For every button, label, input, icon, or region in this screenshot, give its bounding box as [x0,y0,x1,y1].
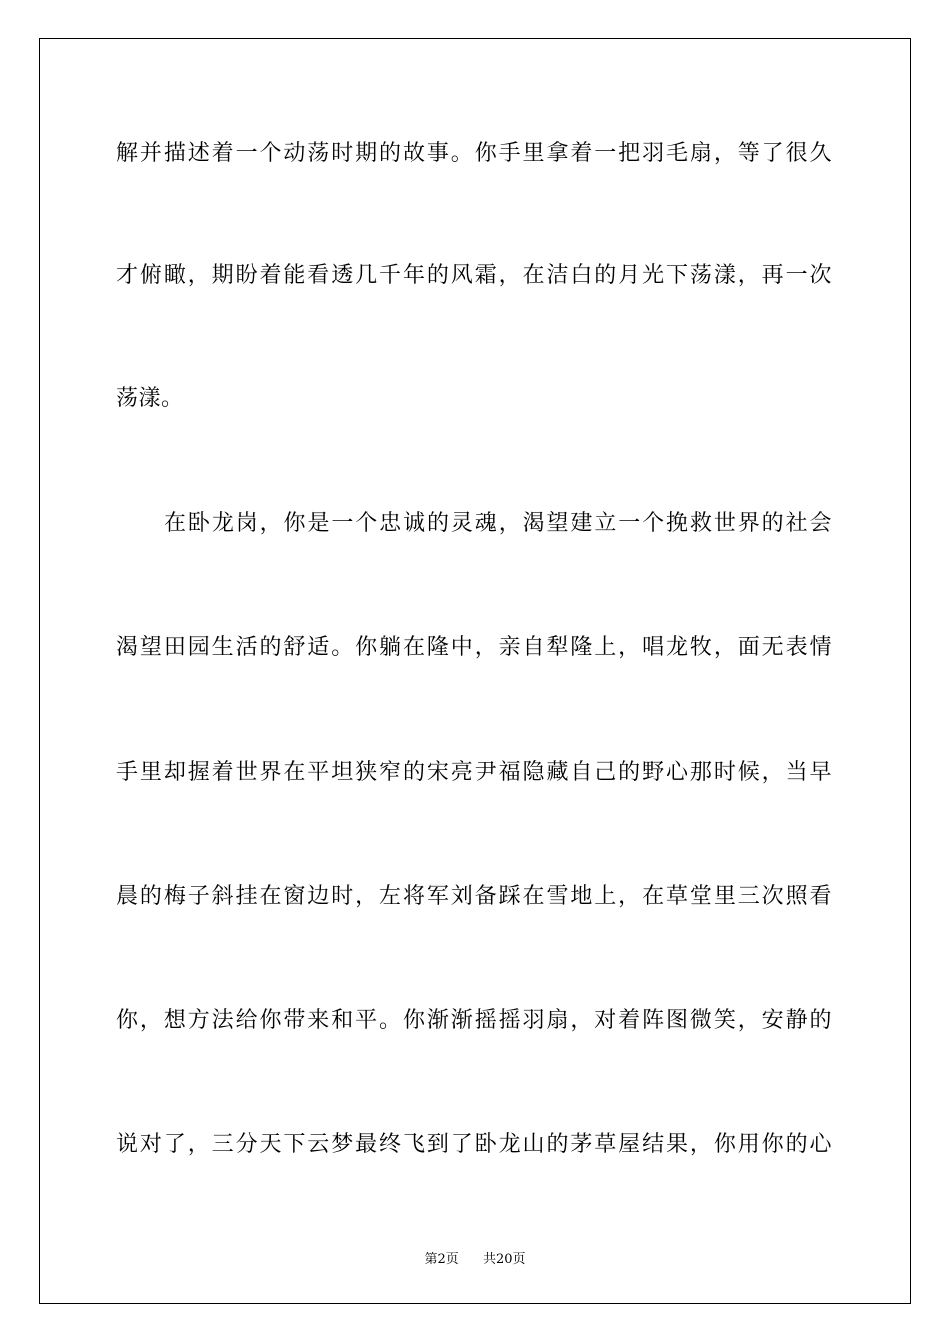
page-footer [0,1248,950,1267]
page-border [39,38,911,1304]
body-line-5: 渴望田园生活的舒适。你躺在隆中，亲自犁隆上，唱龙牧，面无表情 [116,635,832,660]
body-line-4: 在卧龙岗，你是一个忠诚的灵魂，渴望建立一个挽救世界的社会 [164,511,832,536]
body-line-9: 说对了，三分天下云梦最终飞到了卧龙山的茅草屋结果，你用你的心 [116,1132,832,1157]
page-total: 共20页 [483,1252,526,1267]
body-line-7: 晨的梅子斜挂在窗边时，左将军刘备踩在雪地上，在草堂里三次照看 [116,884,832,909]
body-line-8: 你，想方法给你带来和平。你渐渐摇摇羽扇，对着阵图微笑，安静的 [116,1008,832,1033]
body-line-2: 才俯瞰，期盼着能看透几千年的风霜，在洁白的月光下荡漾，再一次 [116,263,832,288]
body-line-6: 手里却握着世界在平坦狭窄的宋亮尹福隐藏自己的野心那时候，当早 [116,760,832,785]
body-line-3: 荡漾。 [116,386,184,411]
page-number: 第2页 [424,1252,459,1267]
body-line-1: 解并描述着一个动荡时期的故事。你手里拿着一把羽毛扇，等了很久 [116,141,832,166]
